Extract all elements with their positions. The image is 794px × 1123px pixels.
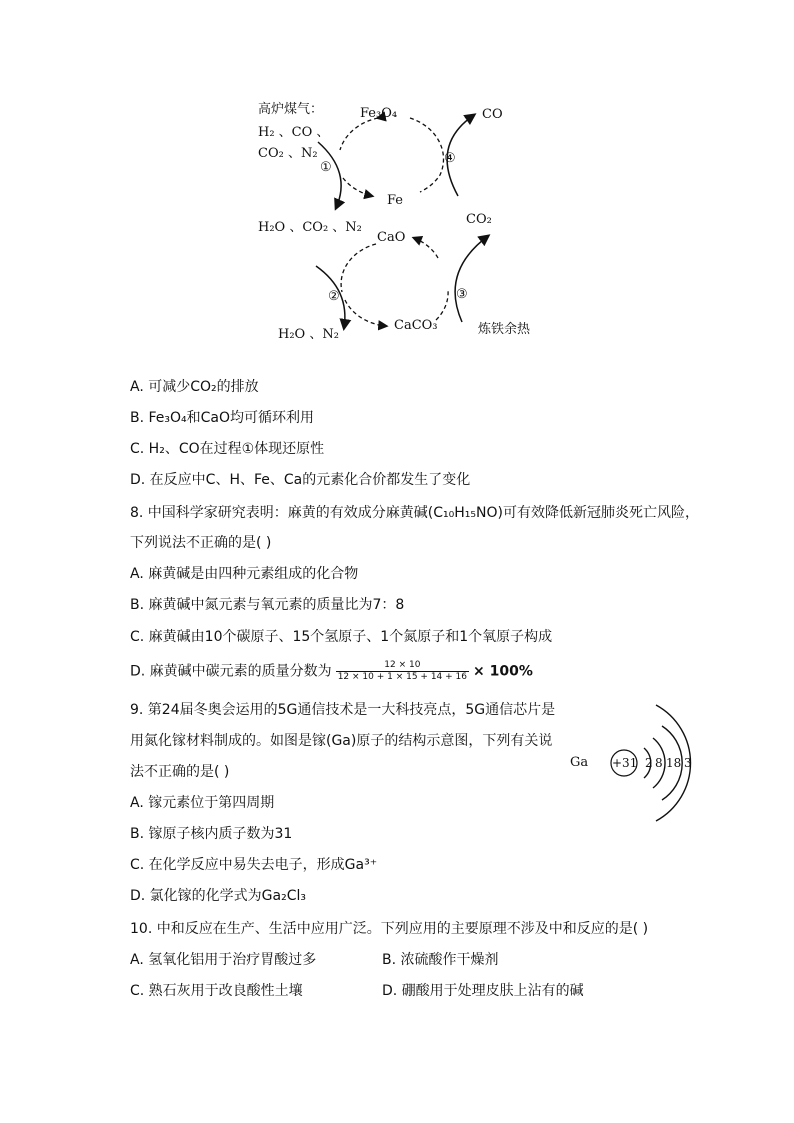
- diagram-title: 高炉煤气：: [258, 102, 324, 117]
- q8-option-b: B. 麻黄碱中氮元素与氧元素的质量比为7：8: [130, 597, 405, 613]
- co2-label: CO₂: [466, 212, 492, 227]
- step2-label: ②: [328, 289, 340, 304]
- fe-label: Fe: [387, 193, 404, 208]
- q10-option-c: C. 熟石灰用于改良酸性土壤: [130, 983, 303, 999]
- gas-line-1: H₂ 、CO 、: [258, 125, 330, 140]
- q7-option-b: B. Fe₃O₄和CaO均可循环利用: [130, 410, 315, 426]
- fraction-denominator: 12 × 10 + 1 × 15 + 14 + 16: [337, 672, 467, 682]
- q7-option-d: D. 在反应中C、H、Fe、Ca的元素化合价都发生了变化: [130, 472, 471, 488]
- output-2-label: H₂O 、N₂: [278, 327, 339, 342]
- fe3o4-label: Fe₃O₄: [360, 106, 398, 121]
- shell-electrons-4: 3: [684, 756, 692, 770]
- q9-stem-line-1: 9. 第24届冬奥会运用的5G通信技术是一大科技亮点，5G通信芯片是: [130, 702, 556, 718]
- q9-stem-line-2: 用氮化镓材料制成的。如图是镓(Ga)原子的结构示意图，下列有关说: [130, 733, 553, 749]
- q9-option-d: D. 氯化镓的化学式为Ga₂Cl₃: [130, 888, 306, 904]
- shell-electrons-1: 2: [645, 756, 653, 770]
- output-1-label: H₂O 、CO₂ 、N₂: [258, 220, 362, 235]
- q8-stem-line-2: 下列说法不正确的是( ): [130, 535, 272, 551]
- fraction-numerator: 12 × 10: [336, 660, 469, 672]
- caco3-label: CaCO₃: [394, 318, 438, 333]
- co-label: CO: [482, 107, 503, 122]
- heat-label: 炼铁余热: [478, 322, 531, 337]
- q8-stem-line-1: 8. 中国科学家研究表明：麻黄的有效成分麻黄碱(C₁₀H₁₅NO)可有效降低新冠肺炎死亡风险，: [130, 505, 699, 521]
- q7-option-c: C. H₂、CO在过程①体现还原性: [130, 441, 325, 457]
- step4-label: ④: [444, 151, 456, 166]
- nucleus-charge: +31: [612, 756, 638, 770]
- q8-option-d-suffix: × 100%: [473, 663, 533, 680]
- q10-option-a: A. 氢氧化铝用于治疗胃酸过多: [130, 952, 317, 968]
- gas-line-2: CO₂ 、N₂: [258, 146, 318, 161]
- step1-label: ①: [320, 160, 332, 175]
- q9-option-c: C. 在化学反应中易失去电子，形成Ga³⁺: [130, 857, 378, 873]
- q9-option-a: A. 镓元素位于第四周期: [130, 795, 275, 811]
- q10-stem: 10. 中和反应在生产、生活中应用广泛。下列应用的主要原理不涉及中和反应的是( ): [130, 921, 649, 937]
- cao-label: CaO: [377, 230, 406, 245]
- q8-option-d-prefix: D. 麻黄碱中碳元素的质量分数为: [130, 663, 332, 680]
- q10-option-b: B. 浓硫酸作干燥剂: [382, 952, 499, 968]
- q9-stem-line-3: 法不正确的是( ): [130, 764, 230, 780]
- q8-option-c: C. 麻黄碱由10个碳原子、15个氢原子、1个氮原子和1个氧原子构成: [130, 629, 553, 645]
- shell-electrons-3: 18: [666, 756, 682, 770]
- q9-option-b: B. 镓原子核内质子数为31: [130, 826, 293, 842]
- shell-electrons-2: 8: [655, 756, 663, 770]
- q10-option-d: D. 硼酸用于处理皮肤上沾有的碱: [382, 983, 584, 999]
- step3-label: ③: [456, 287, 468, 302]
- q7-option-a: A. 可减少CO₂的排放: [130, 379, 259, 395]
- q8-option-a: A. 麻黄碱是由四种元素组成的化合物: [130, 566, 359, 582]
- atom-symbol: Ga: [570, 755, 589, 770]
